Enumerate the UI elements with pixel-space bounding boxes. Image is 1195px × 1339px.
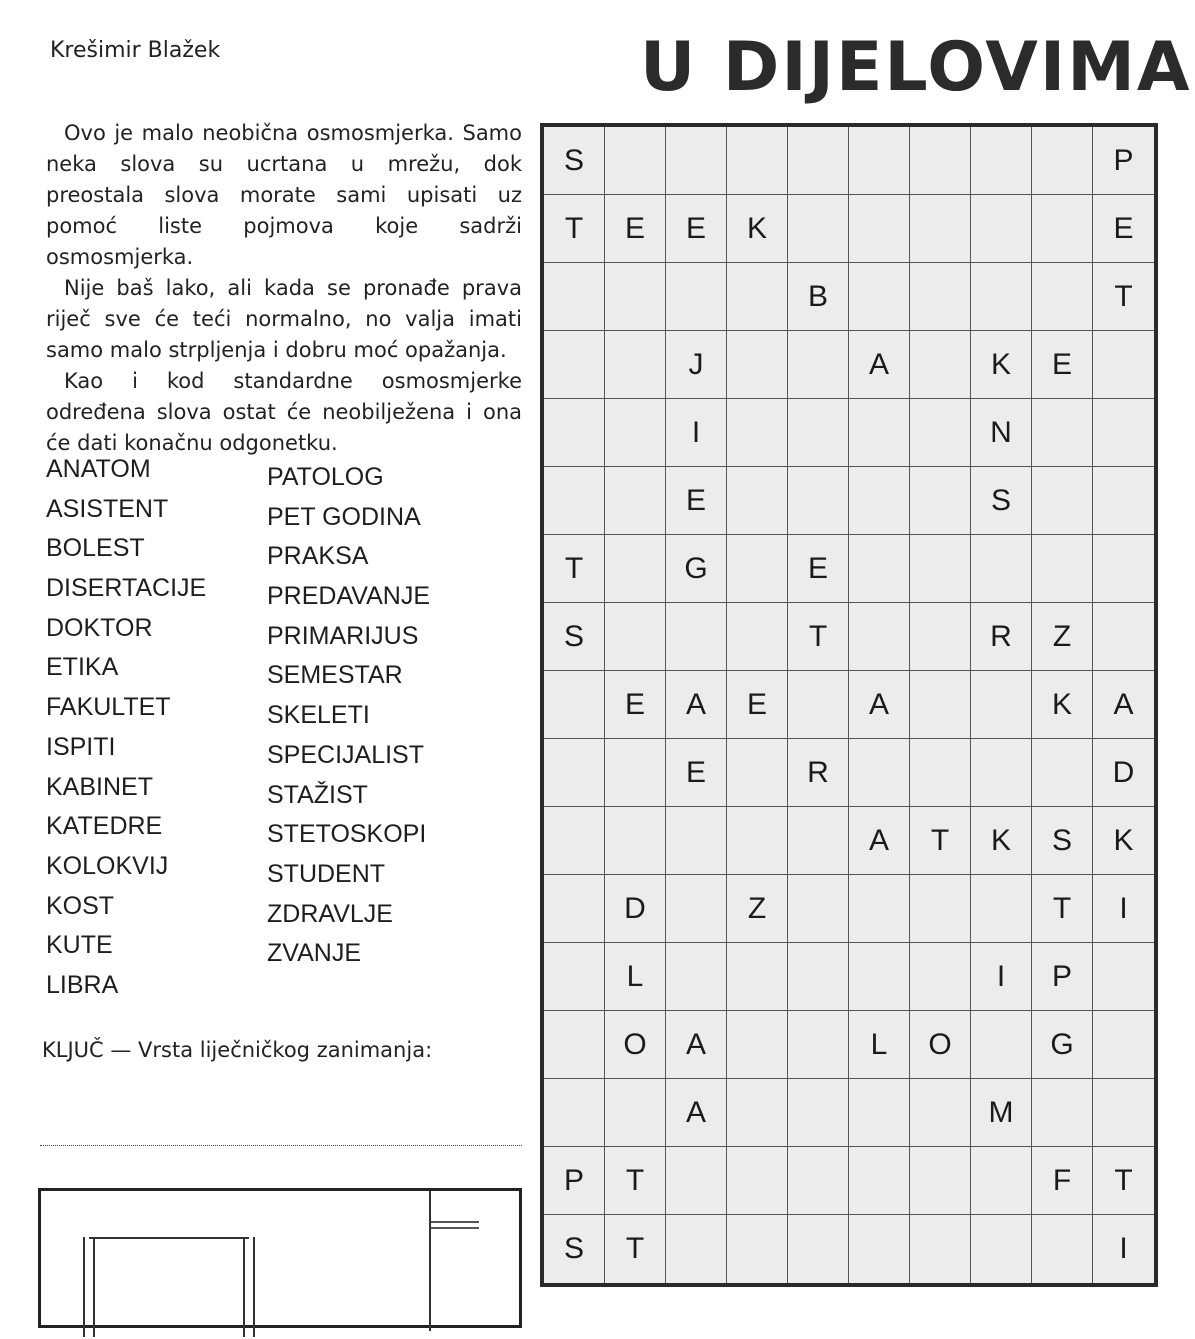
grid-cell[interactable]: O xyxy=(605,1011,666,1079)
grid-cell[interactable] xyxy=(544,943,605,1011)
word-search-grid xyxy=(540,123,1158,1287)
grid-cell[interactable]: T xyxy=(544,535,605,603)
grid-cell[interactable] xyxy=(666,263,727,331)
grid-cell[interactable] xyxy=(666,127,727,195)
grid-cell[interactable] xyxy=(544,739,605,807)
grid-cell[interactable]: K xyxy=(971,807,1032,875)
grid-cell[interactable] xyxy=(666,807,727,875)
grid-cell[interactable] xyxy=(1093,943,1154,1011)
answer-line[interactable] xyxy=(40,1145,522,1146)
grid-cell[interactable]: J xyxy=(666,331,727,399)
grid-cell[interactable] xyxy=(849,1079,910,1147)
grid-cell[interactable] xyxy=(788,671,849,739)
grid-cell[interactable]: A xyxy=(666,1079,727,1147)
grid-cell[interactable] xyxy=(971,1147,1032,1215)
grid-cell[interactable] xyxy=(910,399,971,467)
grid-cell[interactable] xyxy=(666,1147,727,1215)
instructions-paragraph: Ovo je malo neobična osmosmjerka. Samo neka slova su ucrtana u mrežu, dok preostala slova morate sami upisati uz pomoć liste pojmova koje sadrži osmosmjerka. xyxy=(46,121,522,269)
word-list-item: STAŽIST xyxy=(267,780,368,809)
grid-cell[interactable] xyxy=(910,1147,971,1215)
grid-cell[interactable] xyxy=(727,603,788,671)
grid-cell[interactable] xyxy=(971,195,1032,263)
word-list-item: KOLOKVIJ xyxy=(46,851,169,880)
grid-cell[interactable] xyxy=(544,399,605,467)
grid-cell[interactable] xyxy=(910,535,971,603)
word-list-item: DISERTACIJE xyxy=(46,574,207,603)
grid-cell[interactable]: A xyxy=(666,1011,727,1079)
word-list-column-2 xyxy=(267,458,430,974)
grid-cell[interactable]: G xyxy=(666,535,727,603)
grid-cell[interactable] xyxy=(727,331,788,399)
grid-cell[interactable]: A xyxy=(849,671,910,739)
grid-cell[interactable] xyxy=(605,331,666,399)
grid-cell[interactable]: Z xyxy=(1032,603,1093,671)
grid-cell[interactable]: T xyxy=(788,603,849,671)
grid-cell[interactable]: M xyxy=(971,1079,1032,1147)
grid-cell[interactable] xyxy=(788,1215,849,1283)
grid-cell[interactable] xyxy=(910,195,971,263)
grid-cell[interactable] xyxy=(605,127,666,195)
grid-cell[interactable]: K xyxy=(1032,671,1093,739)
grid-cell[interactable] xyxy=(1093,331,1154,399)
grid-cell[interactable]: T xyxy=(1093,263,1154,331)
grid-cell[interactable]: K xyxy=(727,195,788,263)
grid-cell[interactable] xyxy=(910,671,971,739)
word-list-item: ETIKA xyxy=(46,653,119,682)
grid-cell[interactable]: E xyxy=(1093,195,1154,263)
grid-cell[interactable]: T xyxy=(605,1215,666,1283)
grid-cell[interactable] xyxy=(544,1079,605,1147)
grid-cell[interactable] xyxy=(849,127,910,195)
grid-cell[interactable] xyxy=(666,875,727,943)
grid-cell[interactable] xyxy=(971,535,1032,603)
grid-cell[interactable]: T xyxy=(1032,875,1093,943)
grid-cell[interactable]: L xyxy=(849,1011,910,1079)
grid-cell[interactable] xyxy=(1032,1215,1093,1283)
grid-cell[interactable]: E xyxy=(605,195,666,263)
grid-cell[interactable]: I xyxy=(666,399,727,467)
grid-cell[interactable]: E xyxy=(1032,331,1093,399)
frame-detail xyxy=(243,1237,255,1337)
grid-cell[interactable] xyxy=(849,875,910,943)
grid-cell[interactable] xyxy=(971,739,1032,807)
grid-cell[interactable] xyxy=(605,739,666,807)
grid-cell[interactable]: E xyxy=(666,739,727,807)
grid-cell[interactable] xyxy=(544,331,605,399)
grid-cell[interactable]: A xyxy=(849,807,910,875)
grid-cell[interactable] xyxy=(849,535,910,603)
grid-cell[interactable] xyxy=(971,263,1032,331)
grid-cell[interactable] xyxy=(727,943,788,1011)
grid-cell[interactable]: T xyxy=(544,195,605,263)
word-list-item: SEMESTAR xyxy=(267,661,403,690)
grid-cell[interactable]: S xyxy=(1032,807,1093,875)
grid-cell[interactable] xyxy=(544,671,605,739)
grid-cell[interactable] xyxy=(605,535,666,603)
grid-cell[interactable]: K xyxy=(971,331,1032,399)
grid-cell[interactable]: E xyxy=(727,671,788,739)
grid-cell[interactable] xyxy=(1032,263,1093,331)
grid-cell[interactable]: B xyxy=(788,263,849,331)
grid-cell[interactable] xyxy=(788,875,849,943)
word-list-column-1 xyxy=(46,450,206,1006)
grid-cell[interactable] xyxy=(910,875,971,943)
grid-cell[interactable] xyxy=(544,875,605,943)
grid-cell[interactable] xyxy=(910,331,971,399)
grid-cell[interactable] xyxy=(1032,1079,1093,1147)
grid-cell[interactable]: D xyxy=(1093,739,1154,807)
grid-cell[interactable]: Z xyxy=(727,875,788,943)
grid-cell[interactable] xyxy=(788,1079,849,1147)
grid-cell[interactable]: R xyxy=(971,603,1032,671)
grid-cell[interactable] xyxy=(1032,467,1093,535)
grid-cell[interactable] xyxy=(1032,195,1093,263)
word-list-item: PET GODINA xyxy=(267,502,421,531)
grid-cell[interactable]: I xyxy=(971,943,1032,1011)
grid-cell[interactable] xyxy=(849,943,910,1011)
grid-cell[interactable]: N xyxy=(971,399,1032,467)
word-list-item: LIBRA xyxy=(46,970,119,999)
grid-cell[interactable] xyxy=(971,1011,1032,1079)
instructions-paragraph: Nije baš lako, ali kada se pronađe prava riječ sve će teći normalno, no valja imati samo malo strpljenja i dobru moć opažanja. xyxy=(46,276,522,362)
grid-cell[interactable] xyxy=(971,127,1032,195)
grid-cell[interactable] xyxy=(727,1215,788,1283)
grid-cell[interactable] xyxy=(1032,535,1093,603)
word-list-item: PATOLOG xyxy=(267,463,384,491)
grid-cell[interactable]: F xyxy=(1032,1147,1093,1215)
grid-cell[interactable] xyxy=(727,399,788,467)
grid-cell[interactable]: E xyxy=(605,671,666,739)
word-list-item: FAKULTET xyxy=(46,693,171,722)
grid-cell[interactable]: P xyxy=(544,1147,605,1215)
word-list-item: KABINET xyxy=(46,772,153,801)
grid-cell[interactable]: D xyxy=(605,875,666,943)
word-list-item: DOKTOR xyxy=(46,613,153,642)
next-puzzle-frame xyxy=(38,1188,522,1328)
author-name: Krešimir Blažek xyxy=(50,38,221,63)
grid-cell[interactable] xyxy=(1093,1079,1154,1147)
grid-cell[interactable]: E xyxy=(666,195,727,263)
grid-cell[interactable] xyxy=(1093,467,1154,535)
grid-cell[interactable] xyxy=(727,1147,788,1215)
grid-cell[interactable] xyxy=(849,1215,910,1283)
word-list-item: KOST xyxy=(46,891,115,920)
grid-cell[interactable] xyxy=(788,331,849,399)
grid-cell[interactable] xyxy=(544,263,605,331)
grid-cell[interactable] xyxy=(666,603,727,671)
grid-cell[interactable] xyxy=(849,399,910,467)
grid-cell[interactable] xyxy=(849,1147,910,1215)
grid-cell[interactable] xyxy=(605,263,666,331)
grid-cell[interactable]: E xyxy=(788,535,849,603)
grid-cell[interactable] xyxy=(727,807,788,875)
grid-cell[interactable] xyxy=(910,1215,971,1283)
grid-cell[interactable] xyxy=(971,1215,1032,1283)
grid-cell[interactable] xyxy=(1093,535,1154,603)
grid-cell[interactable] xyxy=(727,535,788,603)
word-list-item: STETOSKOPI xyxy=(267,820,427,849)
grid-cell[interactable]: P xyxy=(1093,127,1154,195)
grid-cell[interactable] xyxy=(727,467,788,535)
grid-cell[interactable] xyxy=(910,263,971,331)
grid-cell[interactable] xyxy=(605,603,666,671)
grid-cell[interactable] xyxy=(1093,1011,1154,1079)
grid-cell[interactable] xyxy=(666,943,727,1011)
grid-cell[interactable] xyxy=(849,263,910,331)
key-label: KLJUČ — Vrsta liječničkog zanimanja: xyxy=(42,1038,433,1062)
grid-cell[interactable]: S xyxy=(544,1215,605,1283)
grid-cell[interactable]: I xyxy=(1093,875,1154,943)
grid-cell[interactable] xyxy=(849,467,910,535)
grid-cell[interactable] xyxy=(910,127,971,195)
grid-cell[interactable] xyxy=(910,739,971,807)
grid-cell[interactable] xyxy=(910,603,971,671)
grid-cell[interactable]: T xyxy=(910,807,971,875)
grid-cell[interactable] xyxy=(605,1079,666,1147)
grid-cell[interactable] xyxy=(727,263,788,331)
word-list-item: PRIMARIJUS xyxy=(267,621,419,650)
puzzle-title: U DIJELOVIMA xyxy=(640,28,1192,107)
word-list-item: BOLEST xyxy=(46,534,145,563)
grid-cell[interactable] xyxy=(544,807,605,875)
grid-cell[interactable] xyxy=(1032,739,1093,807)
instructions xyxy=(46,118,522,459)
grid-cell[interactable]: P xyxy=(1032,943,1093,1011)
grid-cell[interactable] xyxy=(544,1011,605,1079)
grid-cell[interactable] xyxy=(727,1079,788,1147)
grid-cell[interactable] xyxy=(788,399,849,467)
word-list-item: ISPITI xyxy=(46,732,116,761)
grid-cell[interactable] xyxy=(605,807,666,875)
word-list-item: KATEDRE xyxy=(46,812,163,841)
grid-cell[interactable]: S xyxy=(971,467,1032,535)
grid-cell[interactable] xyxy=(1093,399,1154,467)
grid-cell[interactable] xyxy=(849,603,910,671)
grid-cell[interactable] xyxy=(605,467,666,535)
grid-cell[interactable] xyxy=(849,195,910,263)
grid-cell[interactable]: E xyxy=(666,467,727,535)
grid-cell[interactable] xyxy=(544,467,605,535)
word-list-item: PRAKSA xyxy=(267,542,369,571)
grid-cell[interactable] xyxy=(788,127,849,195)
instructions-paragraph: Kao i kod standardne osmosmjerke određena slova ostat će neobilježena i ona će dati konačnu odgonetku. xyxy=(46,369,522,455)
grid-cell[interactable] xyxy=(1093,603,1154,671)
word-list-item: ZVANJE xyxy=(267,939,361,968)
frame-detail xyxy=(429,1191,431,1331)
grid-cell[interactable] xyxy=(727,127,788,195)
grid-cell[interactable] xyxy=(788,195,849,263)
grid-cell[interactable] xyxy=(910,1079,971,1147)
grid-cell[interactable]: A xyxy=(666,671,727,739)
grid-cell[interactable]: I xyxy=(1119,1232,1128,1265)
grid-cell[interactable] xyxy=(1032,399,1093,467)
grid-cell[interactable]: S xyxy=(544,603,605,671)
word-list-item: ASISTENT xyxy=(46,494,169,523)
word-list-item: ZDRAVLJE xyxy=(267,899,393,928)
frame-detail xyxy=(89,1237,249,1339)
grid-cell[interactable] xyxy=(666,1215,727,1283)
grid-cell[interactable]: A xyxy=(1093,671,1154,739)
word-list-item: KUTE xyxy=(46,931,113,960)
grid-cell[interactable] xyxy=(1032,127,1093,195)
grid-cell[interactable]: R xyxy=(788,739,849,807)
word-list-item: ANATOM xyxy=(46,455,151,483)
grid-cell[interactable]: T xyxy=(605,1147,666,1215)
grid-cell[interactable] xyxy=(788,1147,849,1215)
grid-cell[interactable] xyxy=(788,467,849,535)
grid-cell[interactable] xyxy=(971,875,1032,943)
grid-cell[interactable] xyxy=(788,807,849,875)
grid-cell[interactable] xyxy=(849,739,910,807)
grid-cell[interactable]: G xyxy=(1032,1011,1093,1079)
grid-cell[interactable] xyxy=(788,943,849,1011)
word-list-item: PREDAVANJE xyxy=(267,582,431,611)
frame-detail xyxy=(431,1221,479,1229)
grid-cell[interactable]: S xyxy=(544,127,605,195)
word-list-item: SKELETI xyxy=(267,701,370,730)
grid-cell[interactable] xyxy=(605,399,666,467)
grid-cell[interactable]: T xyxy=(1093,1147,1154,1215)
grid-cell[interactable]: L xyxy=(605,943,666,1011)
grid-cell[interactable] xyxy=(971,671,1032,739)
word-list-item: SPECIJALIST xyxy=(267,740,424,769)
grid-cell[interactable] xyxy=(910,467,971,535)
grid-cell[interactable]: K xyxy=(1093,807,1154,875)
word-list-item: STUDENT xyxy=(267,859,386,888)
grid-cell[interactable] xyxy=(727,739,788,807)
grid-cell[interactable]: O xyxy=(910,1011,971,1079)
grid-cell[interactable] xyxy=(727,1011,788,1079)
grid-cell[interactable]: A xyxy=(849,331,910,399)
grid-cell[interactable] xyxy=(910,943,971,1011)
grid-cell[interactable] xyxy=(788,1011,849,1079)
